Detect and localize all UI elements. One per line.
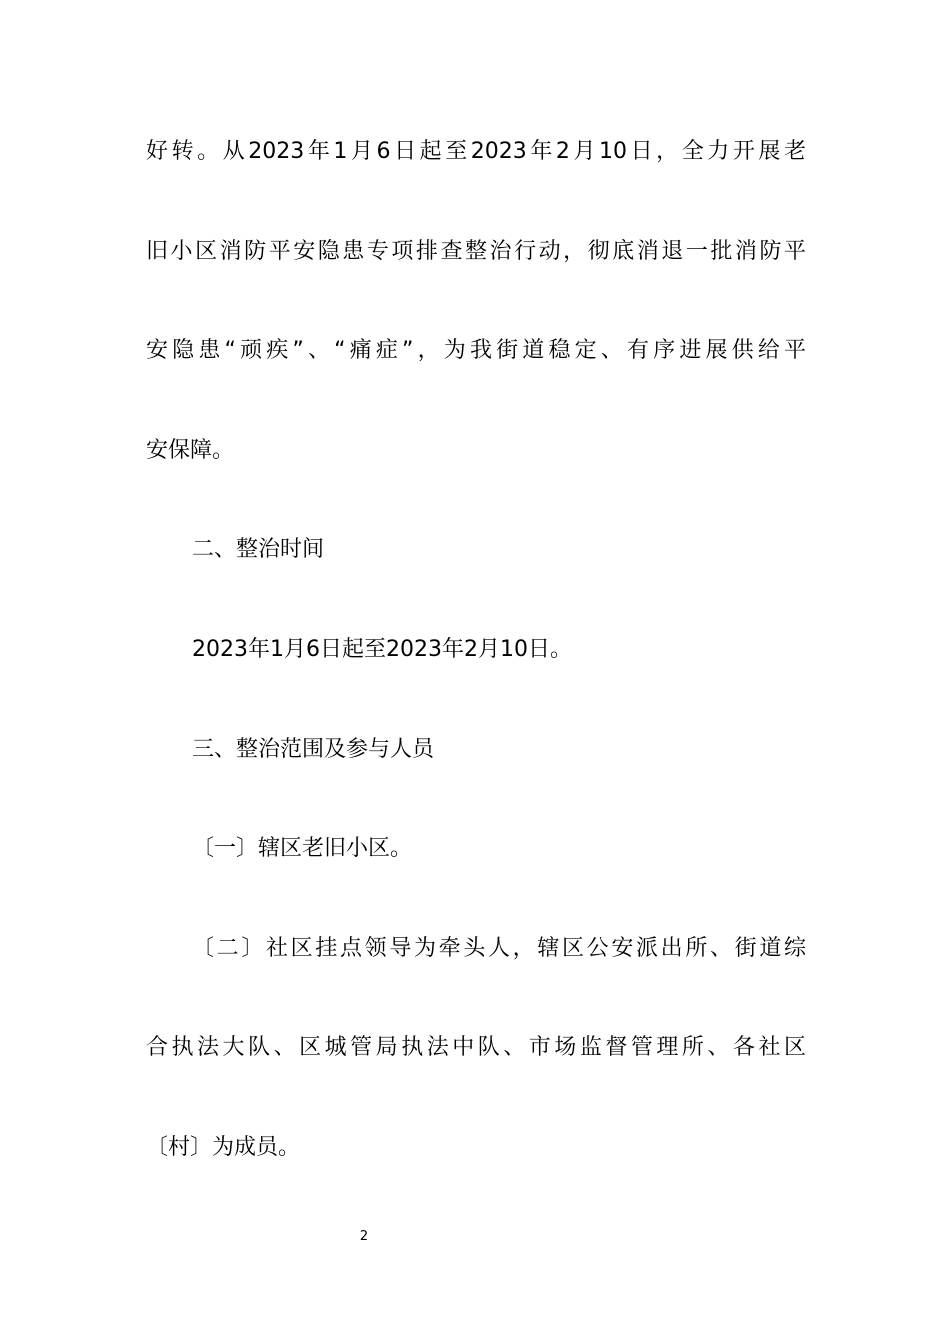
paragraph-line: 〔村〕为成员。	[146, 1134, 301, 1160]
list-item: 〔二〕社区挂点领导为牵头人，辖区公安派出所、街道综	[192, 935, 806, 961]
paragraph-line: 好转。从2023年1月6日起至2023年2月10日，全力开展老	[146, 139, 806, 164]
paragraph-line: 安隐患“顽疾”、“痛症”，为我街道稳定、有序进展供给平	[146, 338, 806, 364]
paragraph-line: 2023年1月6日起至2023年2月10日。	[192, 636, 572, 662]
paragraph-line: 合执法大队、区城管局执法中队、市场监督管理所、各社区	[146, 1035, 806, 1061]
section-heading: 二、整治时间	[192, 537, 325, 563]
paragraph-line: 旧小区消防平安隐患专项排查整治行动，彻底消退一批消防平	[146, 238, 806, 264]
paragraph-line: 安保障。	[146, 437, 235, 463]
list-item: 〔一〕辖区老旧小区。	[192, 836, 413, 862]
document-body	[146, 127, 806, 1223]
section-heading: 三、整治范围及参与人员	[192, 736, 435, 762]
page-number: 2	[359, 1229, 369, 1244]
